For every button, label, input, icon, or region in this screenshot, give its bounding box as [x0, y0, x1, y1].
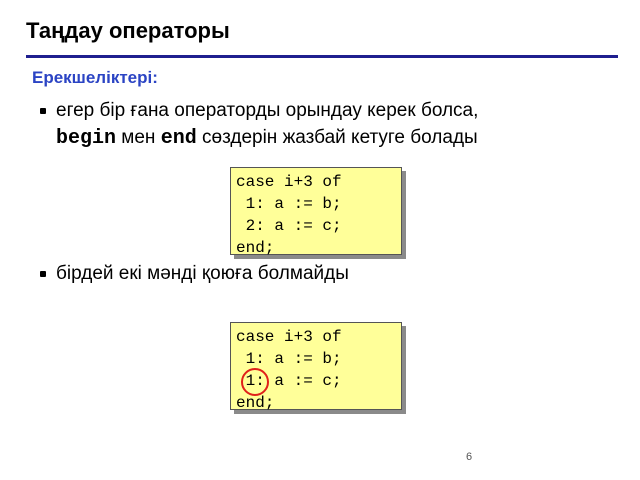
slide-subtitle: Ерекшеліктері: — [32, 68, 158, 87]
code-line: 1: a := b; — [236, 195, 342, 213]
bullet-2-text: бірдей екі мәнді қоюға болмайды — [56, 263, 349, 284]
code-block-2 — [230, 322, 402, 410]
keyword-end: end — [160, 127, 197, 150]
code-line: 2: a := c; — [236, 217, 342, 235]
bullet-1-text-b: мен — [116, 127, 161, 148]
code-line: end; — [236, 239, 275, 257]
bullet-item-1 — [56, 97, 616, 152]
code-line: 1: a := b; — [236, 350, 342, 368]
page-number: 6 — [466, 451, 473, 463]
keyword-begin: begin — [56, 127, 117, 150]
code-line: case i+3 of — [236, 328, 342, 346]
bullet-1-text-c: сөздерін жазбай кетуге болады — [196, 127, 478, 148]
bullet-item-2 — [56, 260, 616, 287]
title-divider — [26, 55, 618, 58]
code-block-1 — [230, 167, 402, 255]
duplicate-value-circle — [241, 368, 269, 396]
code-line: 1: a := c; — [236, 372, 342, 390]
bullet-1-text-a: егер бір ғана операторды орындау керек болса, — [56, 100, 479, 121]
slide-title: Таңдау операторы — [26, 18, 230, 43]
code-line: end; — [236, 394, 275, 412]
code-line: case i+3 of — [236, 173, 342, 191]
